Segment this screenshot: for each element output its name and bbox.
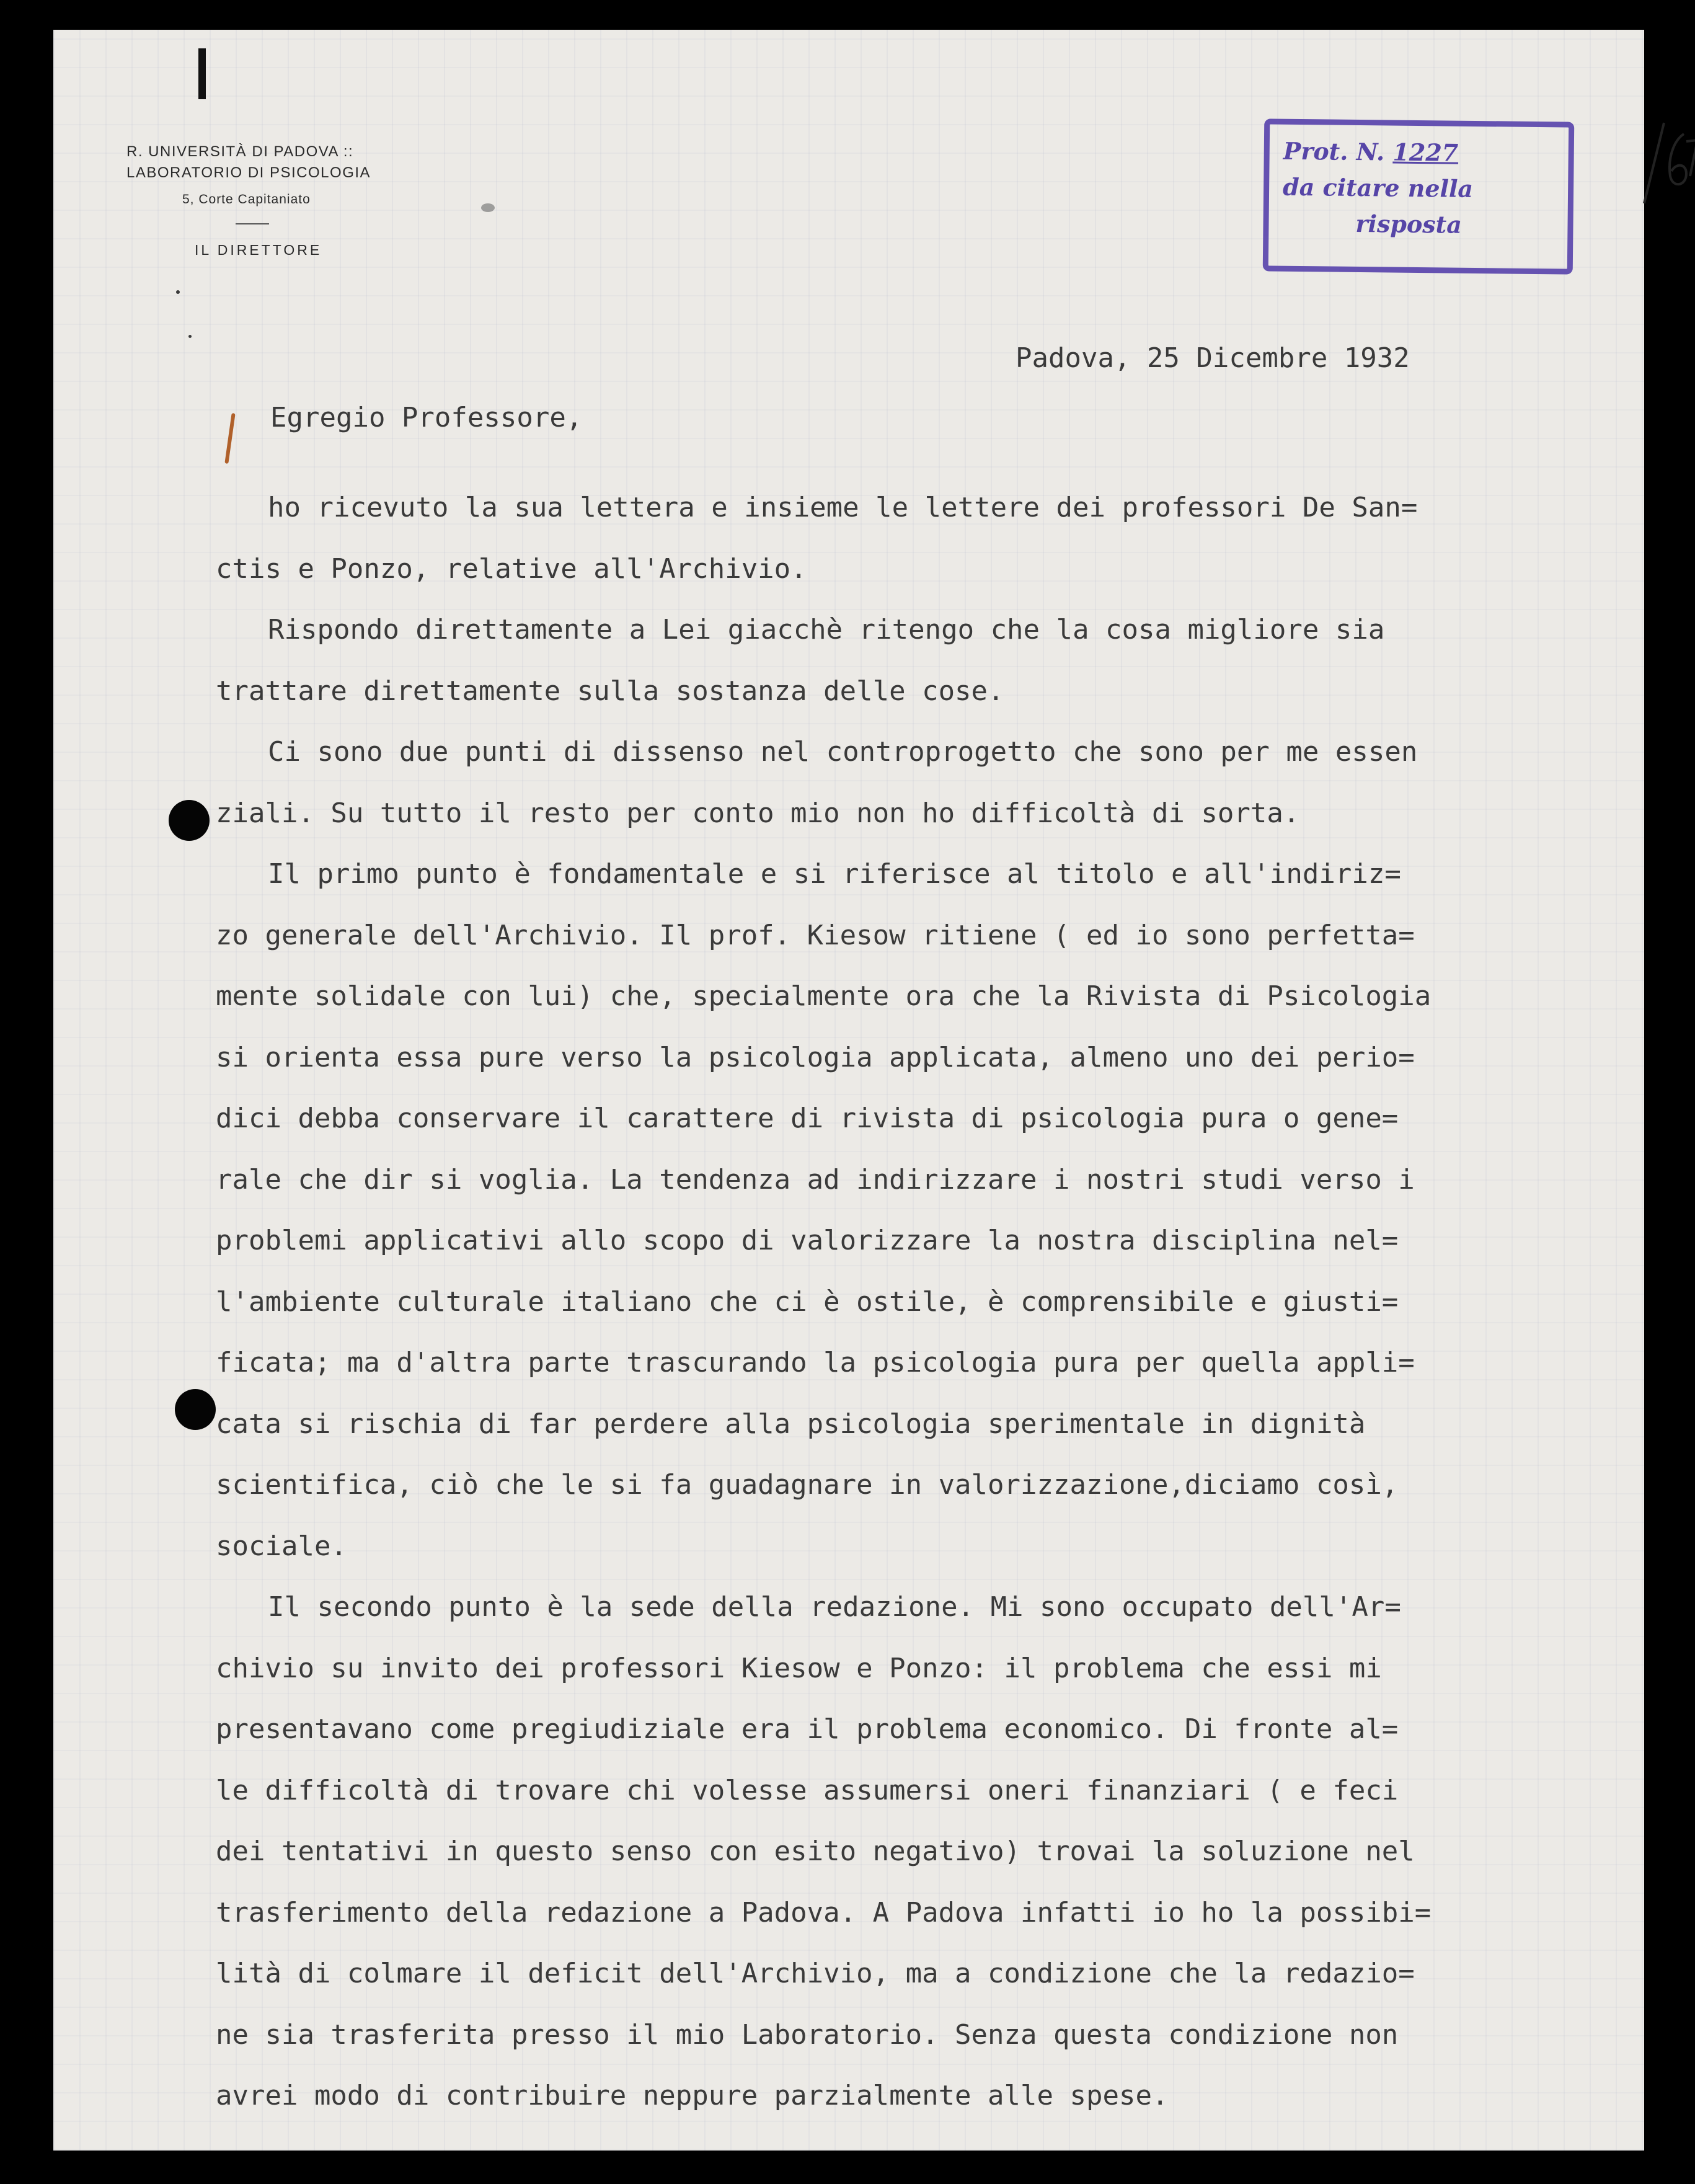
letter-page bbox=[53, 30, 1667, 2151]
ink-speck bbox=[176, 290, 180, 294]
rust-mark bbox=[224, 413, 235, 464]
body-line: avrei modo di contribuire neppure parzialmente alle spese. bbox=[216, 2080, 1169, 2111]
body-line: l'ambiente culturale italiano che ci è ostile, è comprensibile e giusti= bbox=[216, 1285, 1399, 1318]
letter-body bbox=[216, 477, 1673, 2127]
body-line: ctis e Ponzo, relative all'Archivio. bbox=[216, 553, 807, 585]
letter-salutation: Egregio Professore, bbox=[270, 402, 583, 433]
body-line: trattare direttamente sulla sostanza delle cose. bbox=[216, 675, 1004, 707]
letterhead-laboratory: LABORATORIO DI PSICOLOGIA bbox=[126, 164, 371, 181]
body-line: Ci sono due punti di dissenso nel controprogetto che sono per me essen bbox=[268, 736, 1418, 768]
body-line: Il secondo punto è la sede della redazione. Mi sono occupato dell'Ar= bbox=[268, 1591, 1401, 1623]
folio-text: /67 bbox=[1666, 163, 1667, 164]
body-line: le difficoltà di trovare chi volesse assumersi oneri finanziari ( e feci bbox=[216, 1774, 1399, 1806]
stamp-prot-label: Prot. N. bbox=[1283, 136, 1385, 166]
punch-hole bbox=[175, 1389, 216, 1430]
folio-mark bbox=[1632, 117, 1695, 210]
body-line: ziali. Su tutto il resto per conto mio non ho difficoltà di sorta. bbox=[216, 797, 1300, 829]
letterhead bbox=[126, 141, 371, 259]
ink-speck bbox=[188, 335, 192, 338]
body-line: Rispondo direttamente a Lei giacchè ritengo che la cosa migliore sia bbox=[268, 614, 1385, 646]
protocol-stamp bbox=[1263, 118, 1575, 274]
body-line: dici debba conservare il carattere di rivista di psicologia pura o gene= bbox=[216, 1103, 1399, 1134]
letterhead-university: R. UNIVERSITÀ DI PADOVA :: bbox=[126, 143, 354, 160]
body-line: problemi applicativi allo scopo di valorizzare la nostra disciplina nel= bbox=[216, 1225, 1399, 1256]
body-line: mente solidale con lui) che, specialmente ora che la Rivista di Psicologia bbox=[216, 980, 1432, 1012]
body-line: ficata; ma d'altra parte trascurando la psicologia pura per quella appli= bbox=[216, 1347, 1415, 1378]
letterhead-divider bbox=[236, 223, 269, 224]
body-line: ne sia trasferita presso il mio Laboratorio. Senza questa condizione non bbox=[216, 2018, 1399, 2051]
body-line: zo generale dell'Archivio. Il prof. Kiesow ritiene ( ed io sono perfetta= bbox=[216, 919, 1415, 951]
stamp-line-3: risposta bbox=[1355, 209, 1463, 239]
ink-speck bbox=[481, 203, 495, 212]
body-line: scientifica, ciò che le si fa guadagnare in valorizzazione,diciamo così, bbox=[216, 1469, 1399, 1501]
body-line: rale che dir si voglia. La tendenza ad indirizzare i nostri studi verso i bbox=[216, 1163, 1415, 1196]
punch-hole bbox=[169, 800, 210, 841]
body-line: si orienta essa pure verso la psicologia applicata, almeno uno dei perio= bbox=[216, 1041, 1415, 1073]
body-line: ho ricevuto la sua lettera e insieme le lettere dei professori De San= bbox=[268, 492, 1418, 523]
stamp-prot-line bbox=[1283, 133, 1556, 172]
staple-mark bbox=[198, 48, 206, 99]
body-line: dei tentativi in questo senso con esito negativo) trovai la soluzione nel bbox=[216, 1836, 1415, 1867]
body-line: lità di colmare il deficit dell'Archivio, ma a condizione che la redazio= bbox=[216, 1958, 1415, 1989]
body-line: trasferimento della redazione a Padova. A Padova infatti io ho la possibi= bbox=[216, 1896, 1432, 1929]
body-line: presentavano come pregiudiziale era il problema economico. Di fronte al= bbox=[216, 1713, 1399, 1745]
stamp-prot-number: 1227 bbox=[1392, 138, 1459, 167]
stamp-line-2: da citare nella bbox=[1282, 172, 1474, 203]
body-line: cata si rischia di far perdere alla psicologia sperimentale in dignità bbox=[216, 1408, 1366, 1440]
body-line: chivio su invito dei professori Kiesow e Ponzo: il problema che essi mi bbox=[216, 1652, 1382, 1684]
body-line: sociale. bbox=[216, 1530, 347, 1562]
body-line: Il primo punto è fondamentale e si riferisce al titolo e all'indiriz= bbox=[268, 858, 1401, 890]
letter-date: Padova, 25 Dicembre 1932 bbox=[1016, 342, 1410, 374]
letterhead-director: IL DIRETTORE bbox=[195, 242, 322, 258]
letterhead-address: 5, Corte Capitaniato bbox=[182, 192, 311, 206]
